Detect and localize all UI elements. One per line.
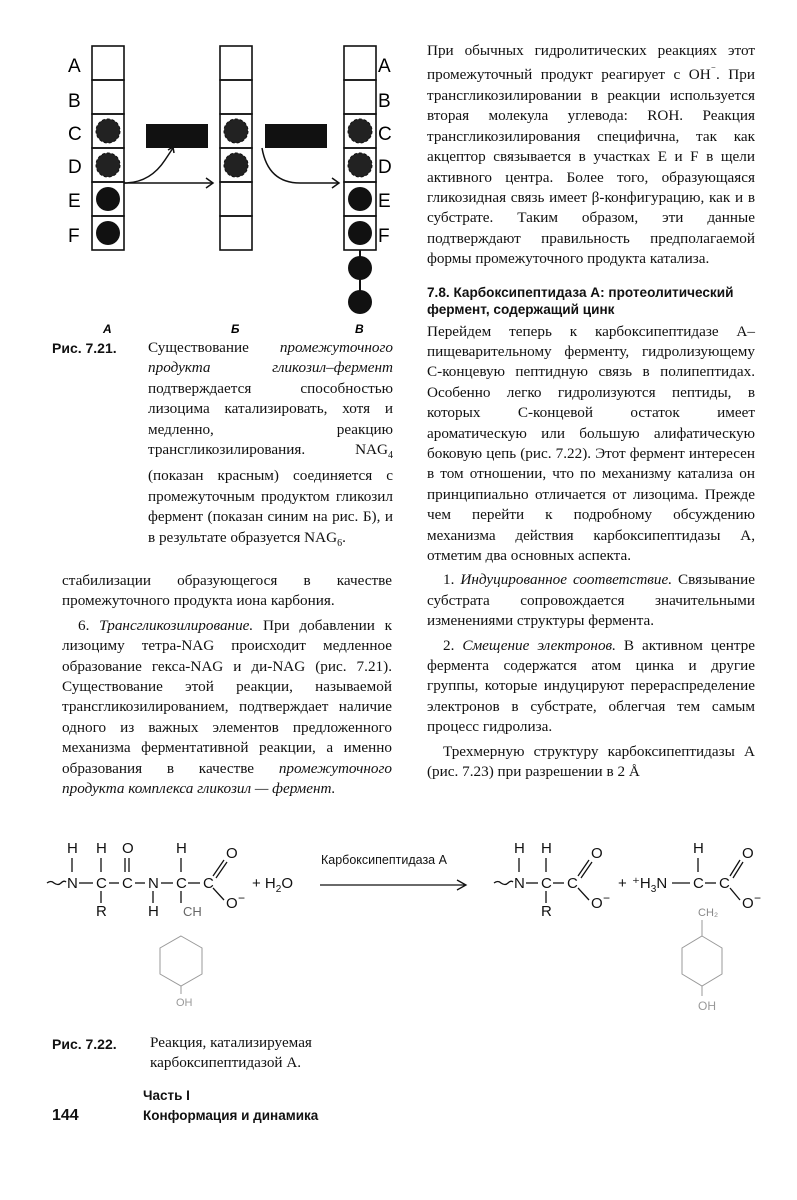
ammonium-group — [632, 875, 667, 895]
footer-title: Конформация и динамика — [143, 1108, 319, 1123]
p6-number: 6. — [78, 616, 100, 634]
caption-sub-6: 6 — [337, 537, 343, 549]
row-label-e-right: E — [378, 191, 391, 212]
atom-o-minus: O — [742, 895, 754, 912]
atom-n: N — [67, 875, 78, 892]
oh-right: OH — [698, 999, 716, 1013]
h2o-o: O — [281, 875, 293, 892]
row-label-e: E — [68, 191, 81, 212]
right-para-1 — [427, 41, 755, 270]
figure-721-caption — [148, 338, 393, 554]
atom-r: R — [96, 903, 107, 920]
h2o-sub: 2 — [275, 884, 282, 895]
ch-left: CH — [183, 904, 202, 919]
atom-o: O — [742, 845, 754, 862]
atom-h: H — [541, 840, 552, 857]
left-column — [62, 571, 392, 799]
left-para-6 — [62, 616, 392, 800]
atom-r: R — [541, 903, 552, 920]
panel-label-a: A — [103, 322, 112, 336]
right-column — [427, 41, 755, 782]
h3n-sub: 3 — [650, 884, 657, 895]
charge-minus: − — [603, 891, 611, 905]
caption-text-3: (показан красным) соединяется с промежуточным продуктом гликозил фермент (показан синим на рис. Б), и в результате образуется NAG — [148, 467, 393, 546]
atom-h: H — [96, 840, 107, 857]
caption-sub-4: 4 — [388, 450, 393, 462]
right-para-3: Трехмерную структуру карбоксипептидазы А (рис. 7.23) при разрешении в 2 Å — [427, 742, 755, 781]
caption-italic: промежуточного продукта гликозил–фермент — [148, 339, 393, 377]
atom-o-minus: O — [226, 895, 238, 912]
atom-c: C — [203, 875, 214, 892]
row-label-d: D — [68, 157, 82, 178]
footer-part: Часть I — [143, 1088, 190, 1103]
column-c-cells — [344, 46, 376, 250]
row-label-d-right: D — [378, 157, 392, 178]
right-para-1-a: При обычных гидролитических реакциях этот промежуточный продукт реагирует с OH — [427, 42, 755, 84]
caption-text-2: подтверждается способностью лизоцима катализировать, хотя и медленно, реакцию трансгликозилирования. NAG — [148, 379, 393, 459]
item1-body: Связывание субстрата сопровождается значительными изменениями структуры фермента. — [427, 571, 756, 630]
list-item-1 — [427, 570, 755, 631]
atom-c: C — [719, 875, 730, 892]
column-b-cells — [220, 46, 252, 250]
roh-block-icon — [265, 124, 327, 148]
atom-c: C — [96, 875, 107, 892]
row-label-c-right: C — [378, 124, 392, 145]
left-para-1: стабилизации образующегося в качестве промежуточного продукта иона карбония. — [62, 572, 392, 610]
panel-label-c: В — [355, 322, 364, 336]
right-para-1-b: . При трансгликозилировании в реакции используется вторая молекула углевода: ROH. Реакция трансгликозилирования специфична, так как акцептор связывается в участках E и F в щели активного центра. Более того, образующаяся гликозидная связь имеет β-конфигурацию, как и в субстрате. Таким образом, эти данные подтверждают правильность предполагаемой формы промежуточного продукта катализа. — [427, 66, 755, 268]
lysozyme-transglycosylation-figure — [0, 0, 420, 345]
row-label-a: A — [68, 56, 81, 77]
plus-h: + H — [252, 875, 276, 892]
item1-number: 1. — [443, 571, 461, 589]
row-label-f: F — [68, 226, 80, 247]
item1-title: Индуцированное соответствие. — [460, 571, 673, 589]
caption-text-1: Существование — [148, 339, 280, 356]
plus-sign: + — [618, 875, 627, 892]
p6-body: При добавлении к лизоциму тетра-NAG происходит медленное образование гекса-NAG и ди-NAG (рис. 7.21). Существование этой реакции, называемой трансгликозилированием, подтверждает наличие одного из важных элементов предложенного механизма ферментативной реакции, а именно образования в качестве — [62, 616, 393, 777]
row-label-b-right: B — [378, 91, 391, 112]
atom-o: O — [122, 840, 134, 857]
plus-h2o — [252, 875, 293, 895]
atom-c: C — [122, 875, 133, 892]
oh-left: OH — [176, 997, 193, 1009]
atom-c: C — [567, 875, 578, 892]
page-number: 144 — [52, 1107, 79, 1124]
h3n-h: ⁺H — [632, 875, 651, 892]
column-a-cells — [92, 46, 124, 250]
atom-o-minus: O — [591, 895, 603, 912]
panel-label-b: Б — [231, 322, 240, 336]
figure-721-label: Рис. 7.21. — [52, 340, 117, 356]
atom-o: O — [591, 845, 603, 862]
nag-block-icon — [146, 124, 208, 148]
enzyme-label: Карбоксипептидаза А — [321, 853, 447, 867]
row-label-b: B — [68, 91, 81, 112]
caption-end: . — [342, 528, 346, 546]
atom-c: C — [693, 875, 704, 892]
faint-benzene-rings — [160, 920, 722, 996]
ch2-label: CH₂ — [698, 907, 719, 919]
figure-722-label: Рис. 7.22. — [52, 1036, 117, 1052]
row-label-f-right: F — [378, 226, 390, 247]
hydroxide-charge: ⁻ — [710, 65, 716, 77]
h3n-n: N — [656, 875, 668, 892]
list-item-2 — [427, 636, 755, 738]
atom-h: H — [693, 840, 704, 857]
atom-h: H — [148, 903, 159, 920]
p6-italic-end: промежуточного продукта комплекса гликозил — фермент. — [62, 759, 392, 798]
atom-o: O — [226, 845, 238, 862]
section-heading: 7.8. Карбоксипептидаза А: протеолитический фермент, содержащий цинк — [427, 284, 734, 317]
row-label-a-right: A — [378, 56, 391, 77]
figure-722-caption: Реакция, катализируемая карбоксипептидазой А. — [150, 1034, 312, 1072]
item2-number: 2. — [443, 636, 463, 654]
atom-c: C — [541, 875, 552, 892]
right-para-2: Перейдем теперь к карбоксипептидазе А–пищеварительному ферменту, гидролизующему С-концевую пептидную связь в полипептидах. Особенно легко гидролизуются пептиды, в которых С-концевой остаток имеет ароматическую или большую алифатическую боковую цепь (рис. 7.22). Этот фермент интересен в том отношении, что по механизму катализа он принципиально отличается от лизоцима. Прежде чем перейти к подробному обсуждению механизма действия карбоксипептидазы А, отметим два основных аспекта. — [427, 322, 755, 564]
atom-n: N — [148, 875, 159, 892]
row-label-c: C — [68, 124, 82, 145]
item2-body: В активном центре фермента содержатся атом цинка и другие группы, которые индуцируют перераспределение электронов в субстрате, облегчая тем самым процесс гидролиза. — [427, 636, 755, 736]
charge-minus: − — [754, 891, 762, 905]
charge-minus: − — [238, 891, 246, 905]
atom-h: H — [176, 840, 187, 857]
atom-h: H — [67, 840, 78, 857]
atom-n: N — [514, 875, 525, 892]
atom-h: H — [514, 840, 525, 857]
p6-title: Трансгликозилирование. — [99, 616, 254, 634]
carboxypeptidase-reaction-scheme — [0, 828, 797, 1028]
item2-title: Смещение электронов. — [462, 636, 616, 654]
atom-c: C — [176, 875, 187, 892]
